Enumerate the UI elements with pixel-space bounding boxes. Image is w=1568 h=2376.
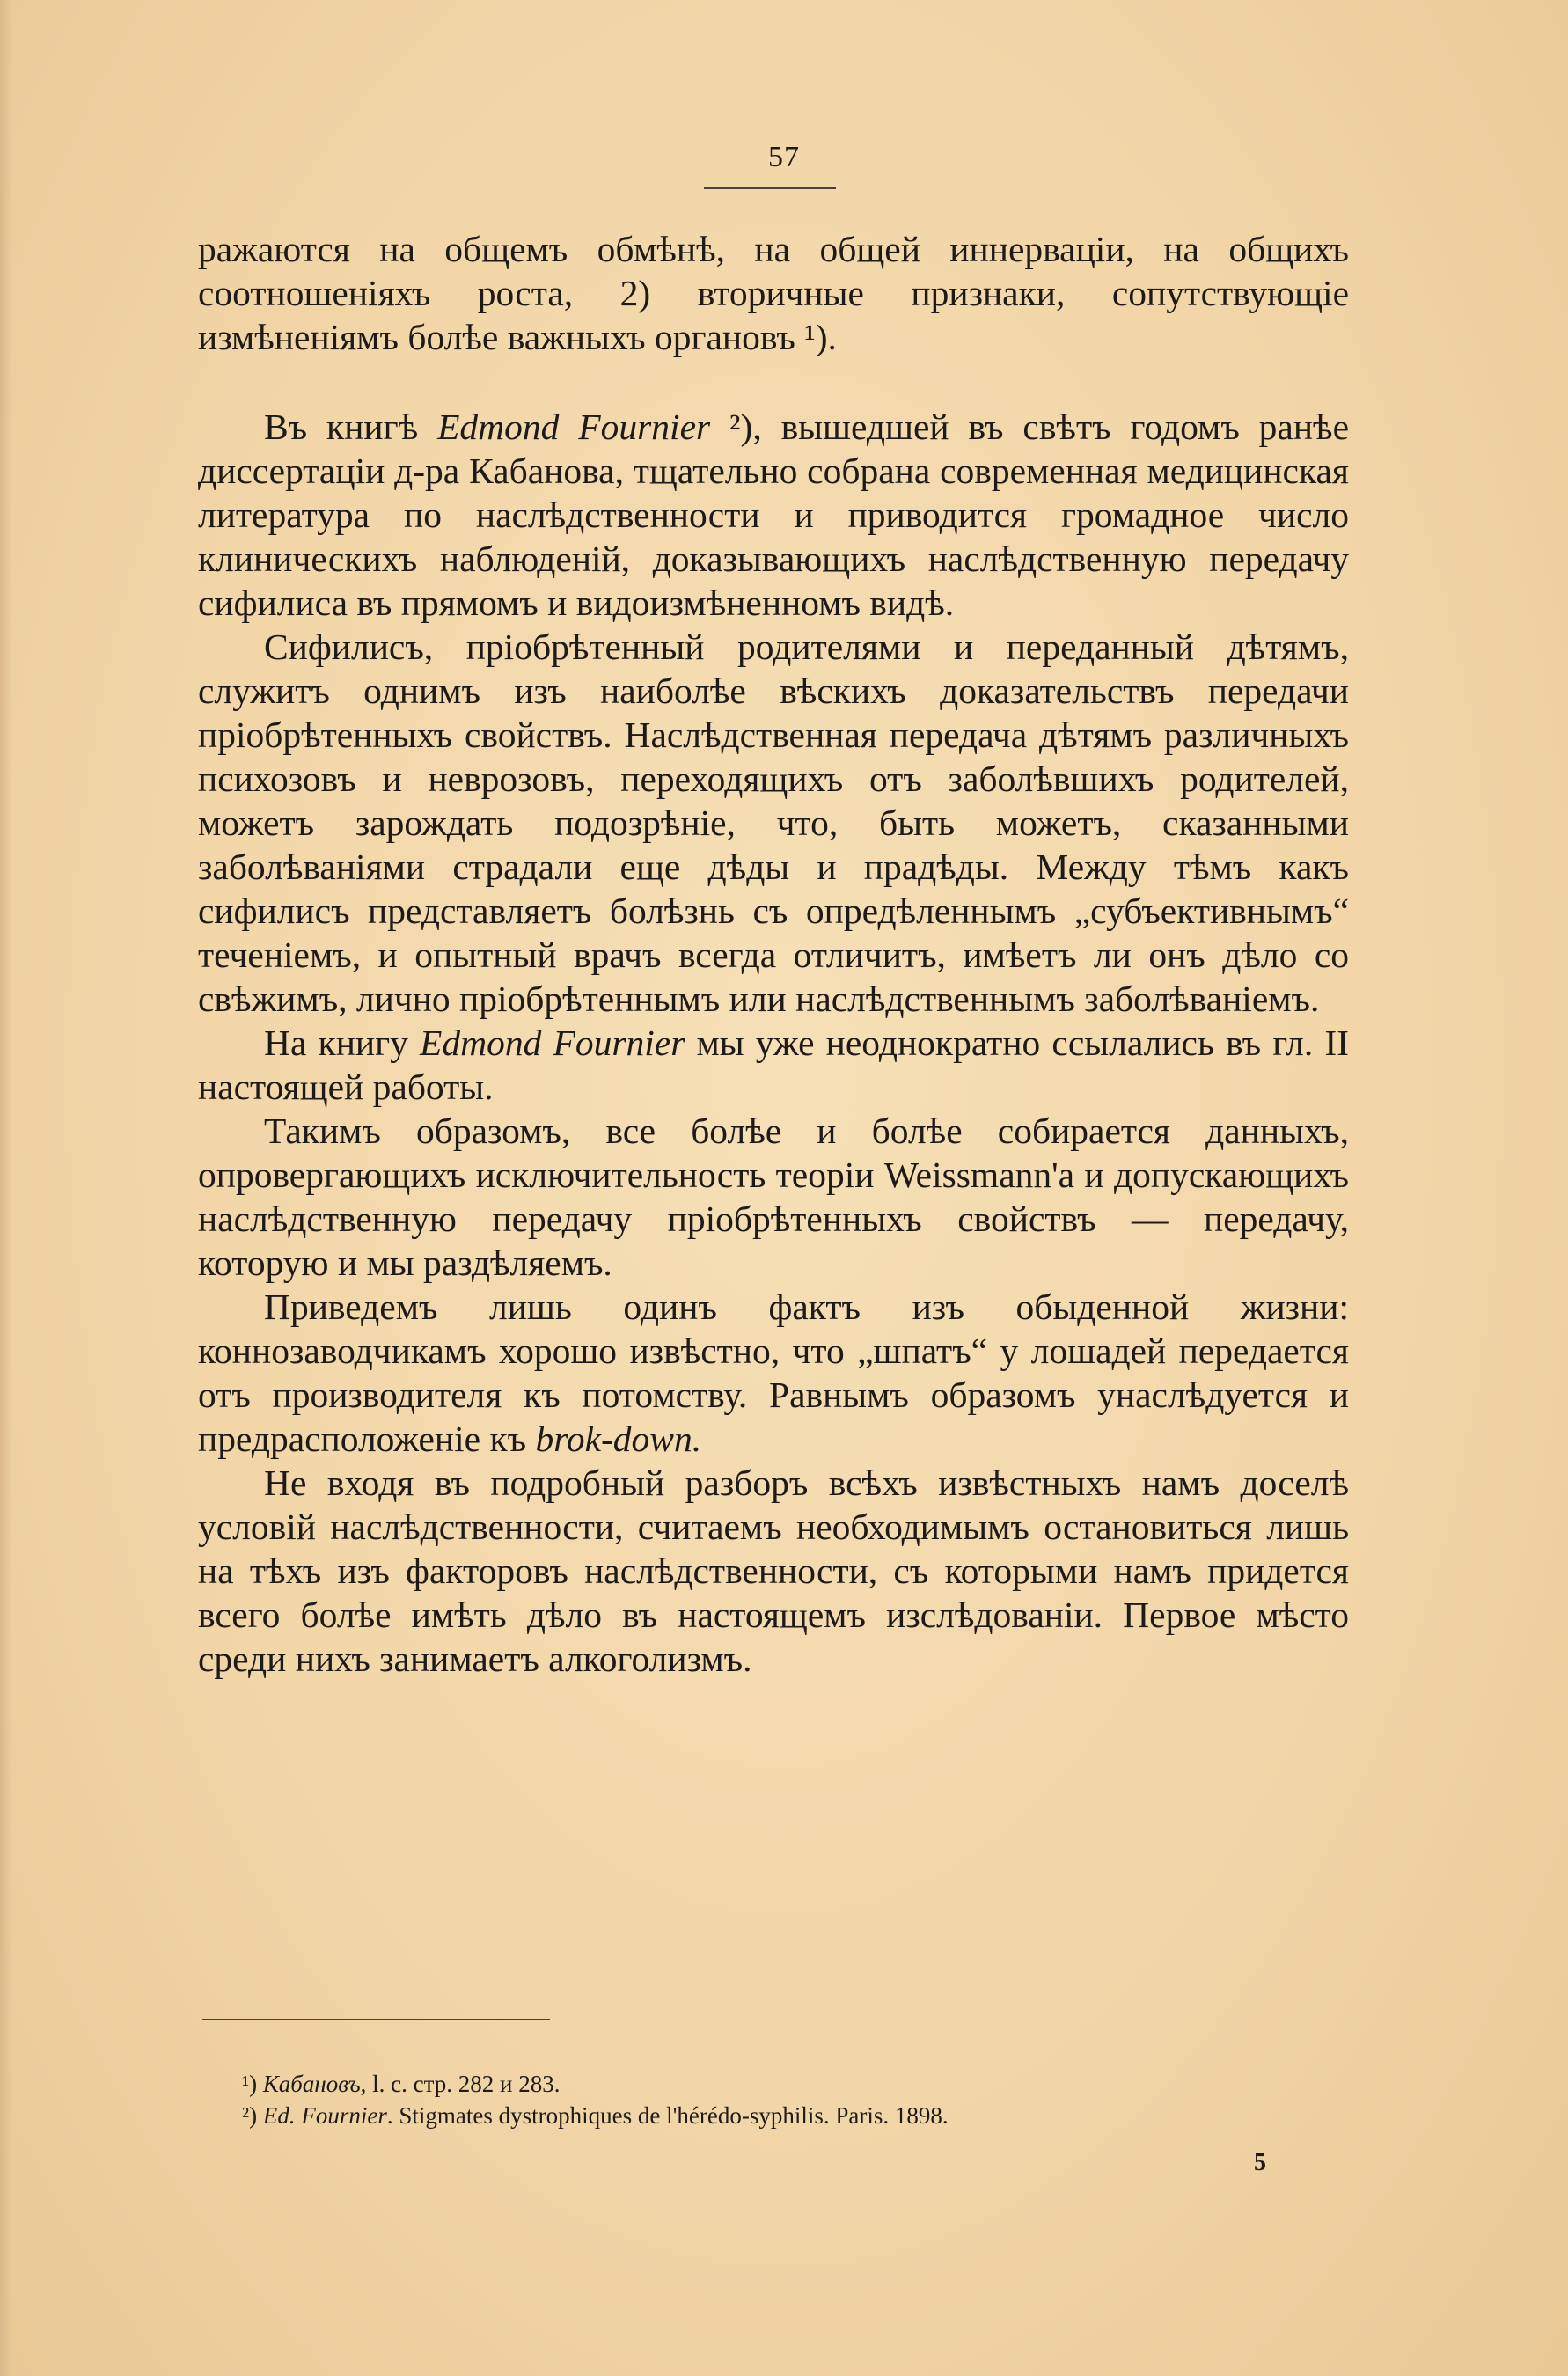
text-run: На книгу [264,1023,421,1063]
paragraph-2 [198,625,1349,1021]
footnote-2 [242,2100,1351,2131]
text-run: мы уже неоднократно ссылались въ гл. II настоящей работы. [198,1023,1349,1107]
page-edge-shadow [0,0,12,2376]
footnotes [242,2068,1351,2131]
paragraph-text: Сифилисъ, пріобрѣтенный родителями и переданный дѣтямъ, служитъ однимъ изъ наиболѣе вѣскихъ доказательствъ передачи пріобрѣтенныхъ свойствъ. Наслѣдственная передача дѣтямъ различныхъ психозовъ и неврозовъ, переходящихъ отъ заболѣвшихъ родителей, можетъ зарождать подозрѣніе, что, быть можетъ, сказанными заболѣваніями страдали еще дѣды и прадѣды. Между тѣмъ какъ сифилисъ представляетъ болѣзнь съ опредѣленнымъ „субъективнымъ“ теченіемъ, и опытный врачъ всегда отличитъ, имѣетъ ли онъ дѣло со свѣжимъ, лично пріобрѣтеннымъ или наслѣдственнымъ заболѣваніемъ. [198,627,1349,1019]
footnote-1 [242,2068,1351,2100]
page-number: 57 [768,141,800,173]
paragraph-1 [198,405,1349,625]
paragraph-6 [198,1461,1349,1681]
paragraph-text: ражаются на общемъ обмѣнѣ, на общей иннерваціи, на общихъ соотношеніяхъ роста, 2) вторичные признаки, сопутствующіе измѣненіямъ болѣе важныхъ органовъ ¹). [198,229,1349,357]
paragraph-4 [198,1109,1349,1285]
text-run: Приведемъ лишь одинъ фактъ изъ обыденной жизни: коннозаводчикамъ хорошо извѣстно, что „шпатъ“ у лошадей передается отъ производителя къ потомству. Равнымъ образомъ унаслѣдуется и предрасположеніе къ [198,1287,1349,1459]
header-rule [704,187,836,189]
paragraph-text: Такимъ образомъ, все болѣе и болѣе собирается данныхъ, опровергающихъ исключительность теоріи Weissmann'a и допускающихъ наслѣдственную передачу пріобрѣтенныхъ свойствъ — передачу, которую и мы раздѣляемъ. [198,1111,1349,1283]
signature-number: 5 [1254,2149,1266,2176]
footnote-rule [202,2019,550,2020]
paragraph-3 [198,1021,1349,1109]
term-italic: brok-down. [535,1419,702,1459]
footnote-marker: ²) [242,2102,258,2129]
paragraph-text: Не входя въ подробный разборъ всѣхъ извѣстныхъ намъ доселѣ условій наслѣдственности, считаемъ необходимымъ остановиться лишь на тѣхъ изъ факторовъ наслѣдственности, съ которыми намъ придется всего болѣе имѣть дѣло въ настоящемъ изслѣдованіи. Первое мѣсто среди нихъ занимаетъ алкоголизмъ. [198,1463,1349,1679]
text-run: Въ книгѣ [264,407,438,447]
author-name-italic: Edmond Fournier [437,407,711,447]
text-run: ²), вышедшей въ свѣтъ годомъ ранѣе диссертаціи д-ра Кабанова, тщательно собрана современная медицинская литература по наслѣдственности и приводится громадное число клиническихъ наблюденій, доказывающихъ наслѣдственную передачу сифилиса въ прямомъ и видоизмѣненномъ видѣ. [198,407,1350,623]
paragraph-0 [198,227,1349,359]
footnote-text: . Stigmates dystrophiques de l'hérédo-syphilis. Paris. 1898. [386,2102,949,2129]
footnote-marker: ¹) [242,2071,258,2097]
footnote-text: , l. c. стр. 282 и 283. [360,2071,561,2097]
body-text [198,227,1349,1681]
paragraph-5 [198,1285,1349,1461]
author-name-italic: Edmond Fournier [420,1023,685,1063]
footnote-author: Кабановъ [262,2071,361,2097]
footnote-author: Ed. Fournier [262,2102,387,2129]
